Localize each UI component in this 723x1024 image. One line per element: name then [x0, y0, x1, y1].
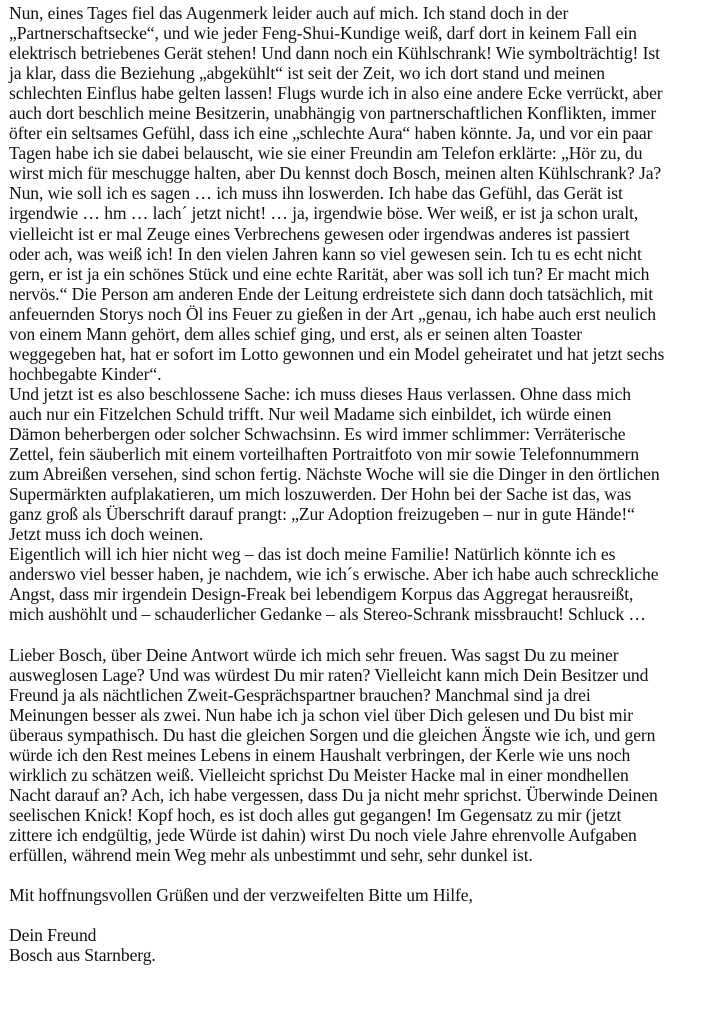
- paragraph-partnerschaftsecke: [9, 3, 719, 384]
- text-line: Bosch aus Starnberg.: [9, 945, 156, 966]
- text-line: Angst, dass mir irgendein Design-Freak bei lebendigem Korpus das Aggregat herausreißt,: [9, 584, 634, 605]
- text-line: wirklich zu schätzen weiß. Vielleicht sprichst Du Meister Hacke mal in einer mondhellen: [9, 764, 629, 785]
- paragraph-spacer: [9, 624, 719, 644]
- text-line: Nun, wie soll ich es sagen … ich muss ihn loswerden. Ich habe das Gefühl, das Gerät ist: [9, 183, 623, 204]
- text-line: Jetzt muss ich doch weinen.: [9, 524, 204, 545]
- text-line: hochbegabte Kinder“.: [9, 363, 162, 384]
- text-line: Dämon beherbergen oder solcher Schwachsinn. Es wird immer schlimmer: Verräterische: [9, 423, 626, 444]
- signature: [9, 925, 719, 965]
- paragraph-lieber-bosch: [9, 645, 719, 866]
- text-line: Mit hoffnungsvollen Grüßen und der verzweifelten Bitte um Hilfe,: [9, 885, 473, 906]
- paragraph-spacer: [9, 865, 719, 885]
- text-line: „Partnerschaftsecke“, und wie jeder Feng-Shui-Kundige weiß, darf dort in keinem Fall ein: [9, 23, 637, 44]
- text-line: gern, er ist ja ein schönes Stück und eine echte Rarität, aber was soll ich tun? Er macht mich: [9, 263, 650, 284]
- text-line: Nun, eines Tages fiel das Augenmerk leider auch auf mich. Ich stand doch in der: [9, 3, 569, 23]
- text-line: Supermärkten aufplakatieren, um mich loszuwerden. Der Hohn bei der Sache ist das, was: [9, 484, 632, 505]
- text-line: Zettel, fein säuberlich mit einem vorteilhaften Portraitfoto von mir sowie Telefonnummern: [9, 444, 640, 465]
- text-line: anderswo viel besser haben, je nachdem, wie ich´s erwische. Aber ich habe auch schreckliche: [9, 564, 659, 585]
- text-line: überaus sympathisch. Du hast die gleichen Sorgen und die gleichen Ängste wie ich, und gern: [9, 724, 656, 745]
- text-line: öfter ein seltsames Gefühl, dass ich eine „schlechte Aura“ haben könnte. Ja, und vor ein paar: [9, 123, 653, 144]
- text-line: Nacht darauf an? Ach, ich habe vergessen, dass Du ja nicht mehr sprichst. Überwinde Deinen: [9, 784, 658, 805]
- text-line: ganz groß als Überschrift darauf prangt: „Zur Adoption freizugeben – nur in gute Hände!“: [9, 504, 635, 525]
- text-line: auch dort beschlich meine Besitzerin, unabhängig von partnerschaftlichen Konflikten, immer: [9, 103, 657, 124]
- closing-line: [9, 885, 719, 905]
- text-line: vielleicht ist er mal Zeuge eines Verbrechens gewesen oder irgendwas anderes ist passiert: [9, 223, 630, 244]
- text-line: Eigentlich will ich hier nicht weg – das ist doch meine Familie! Natürlich könnte ich es: [9, 544, 616, 565]
- text-line: elektrisch betriebenes Gerät stehen! Und dann noch ein Kühlschrank! Wie symbolträchtig! Ist: [9, 43, 660, 64]
- text-line: auch nur ein Fitzelchen Schuld trifft. Nur weil Madame sich einbildet, ich würde einen: [9, 403, 612, 424]
- text-line: wirst mich für meschugge halten, aber Du kennst doch Bosch, meinen alten Kühlschrank? Ja?: [9, 163, 662, 184]
- paragraph-beschlossene-sache: [9, 384, 719, 544]
- text-line: erfüllen, während mein Weg mehr als unbestimmt und sehr, sehr dunkel ist.: [9, 844, 533, 865]
- text-line: Meinungen besser als zwei. Nun habe ich ja schon viel über Dich gelesen und Du bist mir: [9, 704, 634, 725]
- text-line: anfeuernden Storys noch Öl ins Feuer zu gießen in der Art „genau, ich habe auch erst neulich: [9, 303, 656, 324]
- text-line: Und jetzt ist es also beschlossene Sache: ich muss dieses Haus verlassen. Ohne dass mich: [9, 383, 631, 404]
- text-line: oder ach, was weiß ich! In den vielen Jahren kann so viel gewesen sein. Ich tu es echt nicht: [9, 243, 642, 264]
- text-line: Dein Freund: [9, 925, 97, 946]
- paragraph-spacer: [9, 905, 719, 925]
- text-line: schlechten Einflus habe gelten lassen! Flugs wurde ich in also eine andere Ecke verrückt, aber: [9, 83, 663, 104]
- text-line: Freund ja als nächtlichen Zweit-Gesprächspartner brauchen? Manchmal sind ja drei: [9, 684, 591, 705]
- text-line: seelischen Knick! Kopf hoch, es ist doch alles gut gegangen! Im Gegensatz zu mir (jetzt: [9, 804, 622, 825]
- text-line: Lieber Bosch, über Deine Antwort würde ich mich sehr freuen. Was sagst Du zu meiner: [9, 644, 619, 665]
- text-line: irgendwie … hm … lach´ jetzt nicht! … ja, irgendwie böse. Wer weiß, er ist ja schon uralt,: [9, 203, 639, 224]
- text-line: ausweglosen Lage? Und was würdest Du mir raten? Vielleicht kann mich Dein Besitzer und: [9, 664, 649, 685]
- text-line: mich aushöhlt und – schauderlicher Gedanke – als Stereo-Schrank missbraucht! Schluck …: [9, 604, 646, 625]
- text-line: nervös.“ Die Person am anderen Ende der Leitung erdreistete sich dann doch tatsächlich, mit: [9, 283, 654, 304]
- text-line: ja klar, dass die Beziehung „abgekühlt“ ist seit der Zeit, wo ich dort stand und meinen: [9, 63, 605, 84]
- text-line: zittere ich endgültig, jede Würde ist dahin) wirst Du noch viele Jahre ehrenvolle Aufgaben: [9, 824, 637, 845]
- text-line: Tagen habe ich sie dabei belauscht, wie sie einer Freundin am Telefon erklärte: „Hör zu, du: [9, 143, 643, 164]
- letter-page: [9, 3, 719, 965]
- paragraph-familie: [9, 544, 719, 624]
- text-line: würde ich den Rest meines Lebens in einem Haushalt verbringen, der Kerle wie uns noch: [9, 744, 631, 765]
- text-line: weggegeben hat, hat er sofort im Lotto gewonnen und ein Model geheiratet und hat jetzt sechs: [9, 343, 665, 364]
- text-line: von einem Mann gehört, dem alles schief ging, und erst, als er seinen alten Toaster: [9, 323, 583, 344]
- text-line: zum Abreißen versehen, sind schon fertig. Nächste Woche will sie die Dinger in den örtlichen: [9, 464, 660, 485]
